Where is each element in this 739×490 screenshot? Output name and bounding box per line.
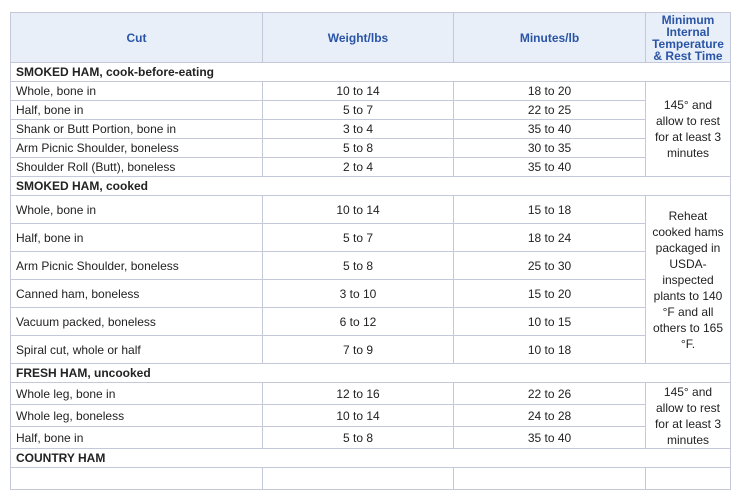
cut-cell: Shoulder Roll (Butt), boneless xyxy=(11,158,263,177)
cut-cell: Half, bone in xyxy=(11,427,263,449)
minutes-cell: 15 to 20 xyxy=(454,280,646,308)
table-row xyxy=(11,280,731,308)
minutes-cell: 30 to 35 xyxy=(454,139,646,158)
table-row xyxy=(11,383,731,405)
temperature-note xyxy=(646,468,731,490)
cut-cell: Half, bone in xyxy=(11,101,263,120)
section-title: COUNTRY HAM xyxy=(11,449,731,468)
table-row xyxy=(11,252,731,280)
section-row xyxy=(11,63,731,82)
table-row xyxy=(11,308,731,336)
header-row xyxy=(11,13,731,63)
cut-cell: Arm Picnic Shoulder, boneless xyxy=(11,139,263,158)
weight-cell: 5 to 8 xyxy=(263,252,454,280)
cut-cell: Spiral cut, whole or half xyxy=(11,336,263,364)
temperature-note: Reheat cooked hams packaged in USDA-inspected plants to 140 °F and all others to 165 °F. xyxy=(646,196,731,364)
cut-cell: Shank or Butt Portion, bone in xyxy=(11,120,263,139)
table-row xyxy=(11,158,731,177)
table-row xyxy=(11,405,731,427)
minutes-cell: 24 to 28 xyxy=(454,405,646,427)
temperature-note: 145° and allow to rest for at least 3 minutes xyxy=(646,383,731,449)
minutes-cell: 18 to 20 xyxy=(454,82,646,101)
cut-cell: Whole leg, bone in xyxy=(11,383,263,405)
minutes-cell: 25 to 30 xyxy=(454,252,646,280)
weight-cell: 7 to 9 xyxy=(263,336,454,364)
header-temperature: Minimum Internal Temperature & Rest Time xyxy=(646,13,731,63)
section-title: SMOKED HAM, cook-before-eating xyxy=(11,63,731,82)
cut-cell: Canned ham, boneless xyxy=(11,280,263,308)
header-weight: Weight/lbs xyxy=(263,13,454,63)
table-row xyxy=(11,101,731,120)
table-row xyxy=(11,196,731,224)
weight-cell: 12 to 16 xyxy=(263,383,454,405)
weight-cell: 3 to 10 xyxy=(263,280,454,308)
section-row xyxy=(11,177,731,196)
weight-cell: 10 to 14 xyxy=(263,196,454,224)
table-row xyxy=(11,224,731,252)
weight-cell xyxy=(263,468,454,490)
minutes-cell: 10 to 18 xyxy=(454,336,646,364)
cut-cell xyxy=(11,468,263,490)
table-row xyxy=(11,427,731,449)
weight-cell: 3 to 4 xyxy=(263,120,454,139)
weight-cell: 6 to 12 xyxy=(263,308,454,336)
table-row xyxy=(11,139,731,158)
cut-cell: Whole leg, boneless xyxy=(11,405,263,427)
header-cut: Cut xyxy=(11,13,263,63)
minutes-cell: 35 to 40 xyxy=(454,158,646,177)
section-row xyxy=(11,449,731,468)
minutes-cell: 15 to 18 xyxy=(454,196,646,224)
minutes-cell xyxy=(454,468,646,490)
cut-cell: Whole, bone in xyxy=(11,82,263,101)
temperature-note: 145° and allow to rest for at least 3 minutes xyxy=(646,82,731,177)
cut-cell: Half, bone in xyxy=(11,224,263,252)
minutes-cell: 35 to 40 xyxy=(454,427,646,449)
ham-cooking-table xyxy=(10,12,731,490)
minutes-cell: 22 to 25 xyxy=(454,101,646,120)
minutes-cell: 35 to 40 xyxy=(454,120,646,139)
weight-cell: 10 to 14 xyxy=(263,405,454,427)
section-row xyxy=(11,364,731,383)
table-row xyxy=(11,120,731,139)
cut-cell: Whole, bone in xyxy=(11,196,263,224)
table-row xyxy=(11,82,731,101)
table-row xyxy=(11,468,731,490)
weight-cell: 2 to 4 xyxy=(263,158,454,177)
section-title: SMOKED HAM, cooked xyxy=(11,177,731,196)
weight-cell: 5 to 8 xyxy=(263,427,454,449)
header-minutes: Minutes/lb xyxy=(454,13,646,63)
cut-cell: Arm Picnic Shoulder, boneless xyxy=(11,252,263,280)
weight-cell: 10 to 14 xyxy=(263,82,454,101)
weight-cell: 5 to 7 xyxy=(263,101,454,120)
weight-cell: 5 to 7 xyxy=(263,224,454,252)
weight-cell: 5 to 8 xyxy=(263,139,454,158)
table-row xyxy=(11,336,731,364)
minutes-cell: 22 to 26 xyxy=(454,383,646,405)
section-title: FRESH HAM, uncooked xyxy=(11,364,731,383)
minutes-cell: 10 to 15 xyxy=(454,308,646,336)
cut-cell: Vacuum packed, boneless xyxy=(11,308,263,336)
minutes-cell: 18 to 24 xyxy=(454,224,646,252)
